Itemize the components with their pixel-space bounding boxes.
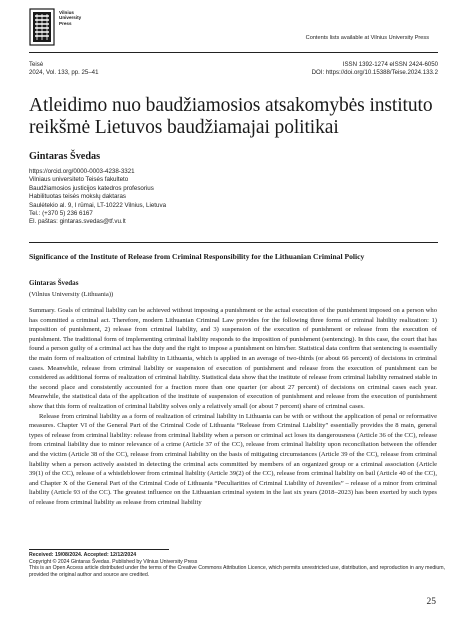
english-affiliation: (Vilnius University (Lithuania)) [29,291,114,298]
university-logo [29,8,87,48]
university-logo-icon [29,8,55,46]
contents-note[interactable]: Contents lists available at Vilnius University Press [305,35,429,41]
abstract-paragraph: Summary. Goals of criminal liability can be achieved without imposing a punishment or the actual execution of the punishment imposed on a person who has committed a criminal act. Therefore, modern Lithuanian Criminal Law provides for the following three forms of criminal liability realization: 1) imposition of punishment, 2) release from criminal liability, and 3) suspension of the execution of punishment or release from the execution of punishment. The traditional form of implementing criminal liability responds to the imposition of punishment (sentencing). In this case, the court that has found a person guilty of a criminal act has the duty and the right to impose a punishment on him/her. Statistical data confirm that sentencing is essentially the main form of realization of criminal liability in Lithuania, which is applied in an average of two-thirds (or about 66 percent) of decisions in criminal cases. Meanwhile, release from criminal liability or suspension of execution of punishment and release from the execution of punishment can be considered as additional forms of realization of criminal liability. Statistical data show that the institute of release from criminal liability remained stable in the second place and consistently accounted for a fraction more than one quarter (or about 27 percent) of decisions on criminal cases each year. Meanwhile, the statistical data of the application of the institute of suspension of execution of punishment and release from the execution of punishment show that this form of realization of criminal liability solves only a relatively small (or about 7 percent) share of criminal cases. [29,307,437,410]
doi-link[interactable]: DOI: https://doi.org/10.15388/Teise.2024.133.2 [311,68,438,76]
footer-divider [29,549,169,550]
journal-volume: 2024, Vol. 133, pp. 25–41 [29,68,99,76]
footer-notes [29,552,449,578]
issn: ISSN 1392-1274 eISSN 2424-6050 [342,61,438,68]
journal-name: Teisė [29,61,44,68]
affiliation-line: Tel.: (+370 5) 236 6167 [29,210,93,218]
header-divider [29,52,438,53]
affiliation-line: Baudžiamosios justicijos katedros profesorius [29,184,154,192]
email-link[interactable]: El. paštas: gintaras.svedas@tf.vu.lt [29,218,126,226]
identifier-meta [312,61,438,77]
copyright-note: Copyright © 2024 Gintaras Švedas. Published by Vilnius University Press [29,558,198,565]
author-affiliation [29,168,166,227]
logo-text: Vilnius University Press [59,10,82,26]
orcid-link[interactable]: https://orcid.org/0000-0003-4238-3321 [29,168,135,175]
english-title: Significance of the Institute of Release from Criminal Responsibility for the Lithuanian Criminal Policy [29,252,365,261]
license-note: This is an Open Access article distributed under the terms of the Creative Commons Attribution Licence, which permits unrestricted use, distribution, and reproduction in any medium, provided the original author and source are credited. [29,565,446,578]
article-title: Atleidimo nuo baudžiamosios atsakomybės instituto reikšmė Lietuvos baudžiamajai politikai [29,95,433,138]
received-dates: Received: 19/08/2024. Accepted: 12/12/2024 [29,552,137,558]
section-divider [29,242,438,243]
affiliation-line: Vilniaus universiteto Teisės fakulteto [29,176,129,184]
author-name: Gintaras Švedas [29,151,101,162]
page-number: 25 [426,597,436,607]
abstract [29,306,437,507]
affiliation-line: Habilituotas teisės mokslų daktaras [29,193,126,201]
journal-meta [29,61,98,77]
affiliation-line: Saulėtekio al. 9, I rūmai, LT-10222 Vilnius, Lietuva [29,201,167,209]
abstract-paragraph: Release from criminal liability as a form of realization of criminal liability in Lithuania can be with or without the application of penal or reformative measures. Chapter VI of the General Part of the Criminal Code of Lithuania “Release from Criminal Liability” essentially provides the 8 main, general types of release from criminal liability: release from criminal liability when a person or criminal act loses its dangerousness (Article 36 of the CC), release from criminal liability due to minor relevance of a crime (Article 37 of the CC), release from criminal liability upon reconciliation between the offender and the victim (Article 38 of the CC), release from criminal liability on the basis of mitigating circumstances (Article 39 of the CC), release from criminal liability when a person actively assisted in detecting the criminal acts committed by members of an organized group or a criminal association (Article 39(1) of the CC), release of a whistleblower from criminal liability (Article 39(2) of the CC), release from criminal liability on bail (Article 40 of the CC), and Chapter X of the General Part of the Criminal Code of Lithuania “Peculiarities of Criminal Liability of Juveniles” – release of a minor from criminal liability (Article 93 of the CC). The greatest influence on the Lithuanian criminal system in the last six years (2018–2023) has been exerted by such types of release from criminal liability as release from criminal liability [29,412,437,506]
english-author: Gintaras Švedas [29,279,79,287]
